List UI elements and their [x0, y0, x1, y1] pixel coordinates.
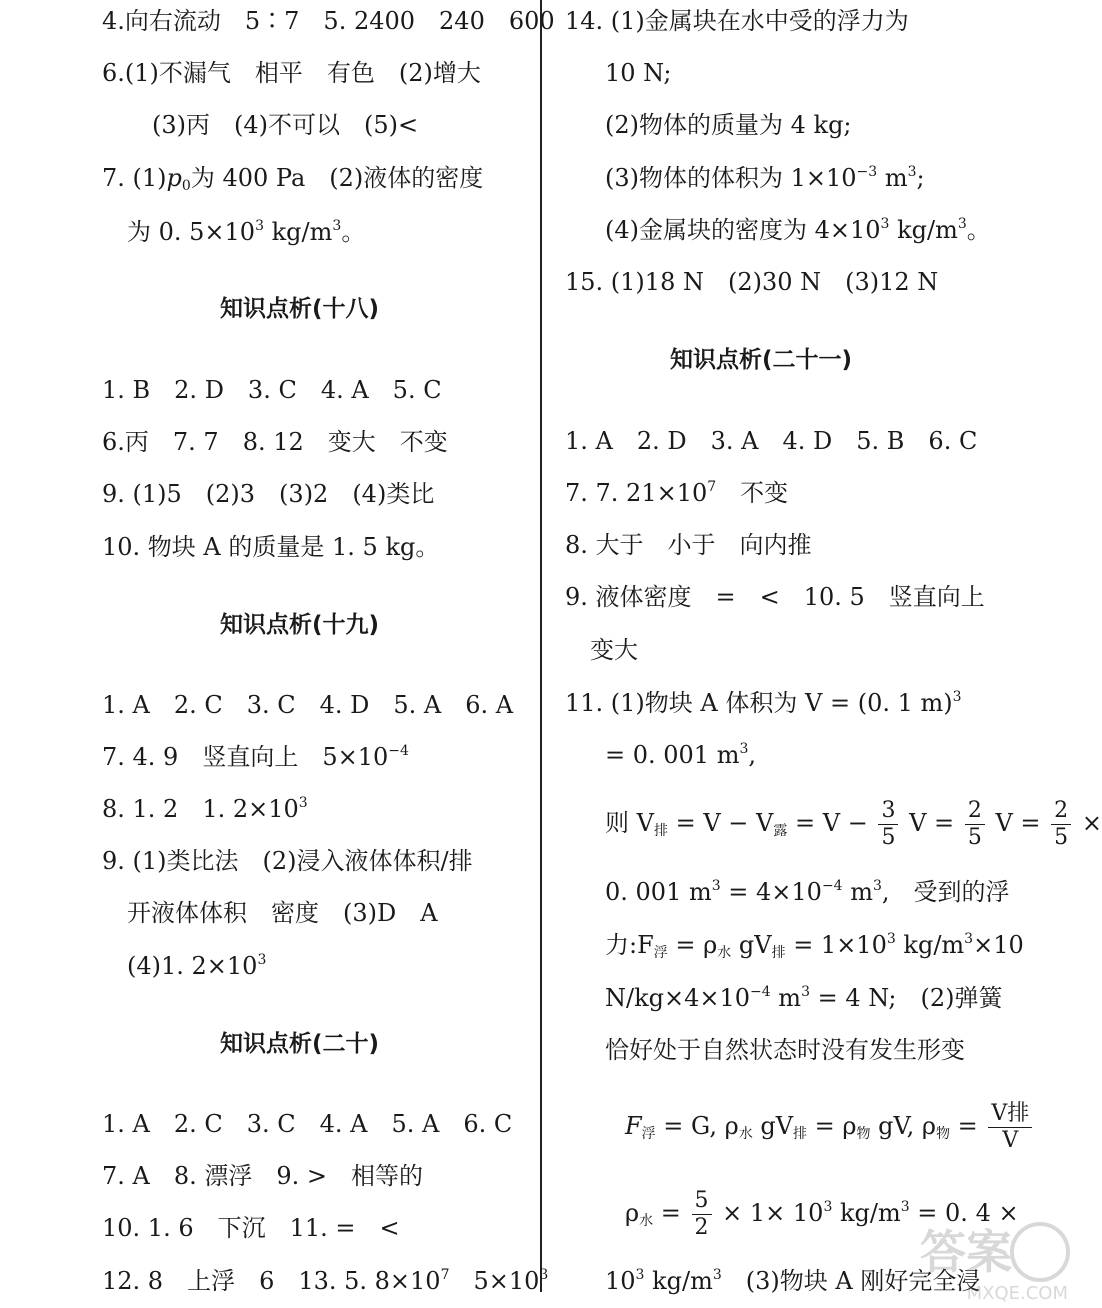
answer-line: 为 0. $5\times 10^3$ $kg/m^3$。 [127, 218, 366, 246]
answer-line: (2)物体的质量为 4 kg; [605, 111, 852, 139]
answer-line: 9. (1)类比法 (2)浸入液体体积/排 [102, 847, 473, 875]
answer-line: 10. 1. 6 下沉 11. = < [102, 1214, 400, 1242]
answer-line: $10^3$ $kg/m^3$ (3)物块 A 刚好完全浸 [605, 1267, 981, 1295]
answer-line: = 0. 001 $m^3$, [605, 741, 757, 769]
equation-line: 则 $V_排 = V - V_露 = V$ − $\frac{3}{5}$ V = $\frac{2}{5}$ V = $\frac{2}{5}$ × [605, 798, 1102, 850]
answer-line: (4)金属块的密度为 $4\times 10^3$ $kg/m^3$。 [605, 216, 991, 244]
answer-line: 变大 [590, 636, 638, 664]
answer-line: 14. (1)金属块在水中受的浮力为 [565, 7, 909, 35]
answer-line: 1. A 2. C 3. C 4. D 5. A 6. A [102, 691, 514, 719]
section-heading: 知识点析(二十) [220, 1031, 380, 1057]
answer-line: 15. (1)18 N (2)30 N (3)12 N [565, 268, 939, 296]
answer-line: 8. 大于 小于 向内推 [565, 531, 812, 559]
answer-line: 7. 4. 9 竖直向上 $5\times 10^{-4}$ [102, 743, 409, 771]
answer-line: 6.丙 7. 7 8. 12 变大 不变 [102, 428, 448, 456]
answer-line: 1. A 2. C 3. C 4. A 5. A 6. C [102, 1110, 513, 1138]
answer-line: 开液体体积 密度 (3)D A [127, 899, 438, 927]
answer-line: 9. 液体密度 = < 10. 5 竖直向上 [565, 583, 985, 611]
equation-line: $\rho_水$ = $\frac{5}{2}$ × $1\times 10^3$ $kg/m^3 = 0$. 4 × [625, 1188, 1019, 1240]
answer-line: (3)物体的体积为 $1\times 10^{-3}$ $m^3$; [605, 164, 925, 192]
fraction: $\frac{2}{5}$ [965, 798, 985, 851]
answer-line: 1. B 2. D 3. C 4. A 5. C [102, 376, 442, 404]
answer-line: 0. 001 $m^3 = 4\times 10^{-4}$ $m^3$, 受到的浮 [605, 878, 1010, 906]
answer-line: 12. 8 上浮 6 13. 5. $8\times 10^7$ $5\times 10^3$ [102, 1267, 549, 1295]
answer-line: (3)丙 (4)不可以 (5)< [152, 111, 419, 139]
watermark-logo: 答案 MXQE.COM [920, 1214, 1070, 1304]
answer-line: $N/kg\times 4\times 10^{-4}$ $m^3 = 4$ N; (2)弹簧 [605, 984, 1003, 1012]
answer-line: 8. 1. 2 1. $2\times 10^3$ [102, 795, 308, 823]
fraction: $\frac{2}{5}$ [1051, 798, 1071, 851]
answer-line: 7. 7. $21\times 10^7$ 不变 [565, 479, 789, 507]
equation-line: $F_浮 = G$, $\rho_水$ $gV_排 = \rho_物$ gV, $\rho_物$ = $\frac{\text{V排}}{V}$ [625, 1098, 1035, 1154]
answer-line: 7. A 8. 漂浮 9. > 相等的 [102, 1162, 424, 1190]
section-heading: 知识点析(十九) [220, 612, 380, 638]
answer-line: 恰好处于自然状态时没有发生形变 [605, 1036, 965, 1064]
answer-line: 10 N; [605, 59, 672, 87]
answer-line: 9. (1)5 (2)3 (3)2 (4)类比 [102, 480, 435, 508]
fraction: $\frac{3}{5}$ [878, 798, 898, 851]
answer-line: 6.(1)不漏气 相平 有色 (2)增大 [102, 59, 481, 87]
answer-line: 1. A 2. D 3. A 4. D 5. B 6. C [565, 427, 978, 455]
answer-line: 10. 物块 A 的质量是 1. 5 kg。 [102, 533, 440, 561]
fraction: $\frac{5}{2}$ [692, 1188, 712, 1241]
section-heading: 知识点析(十八) [220, 296, 380, 322]
section-heading: 知识点析(二十一) [670, 347, 853, 373]
answer-line: 力$:F_浮 = \rho_水$ $gV_排 = 1\times 10^3$ $kg/m^3\times 10$ [605, 931, 1024, 961]
answer-line: 7. $(1)p_0$为 400 Pa (2)液体的密度 [102, 164, 484, 194]
fraction: $\frac{\text{V排}}{V}$ [988, 1101, 1032, 1154]
column-divider [540, 0, 542, 1292]
answer-line: 4.向右流动 5∶7 5. 2400 240 600 [102, 7, 555, 35]
answer-line: 11. (1)物块 A 体积为 V = (0. 1 m)$^3$ [565, 689, 962, 717]
answer-line: (4)1. $2\times 10^3$ [127, 952, 267, 980]
